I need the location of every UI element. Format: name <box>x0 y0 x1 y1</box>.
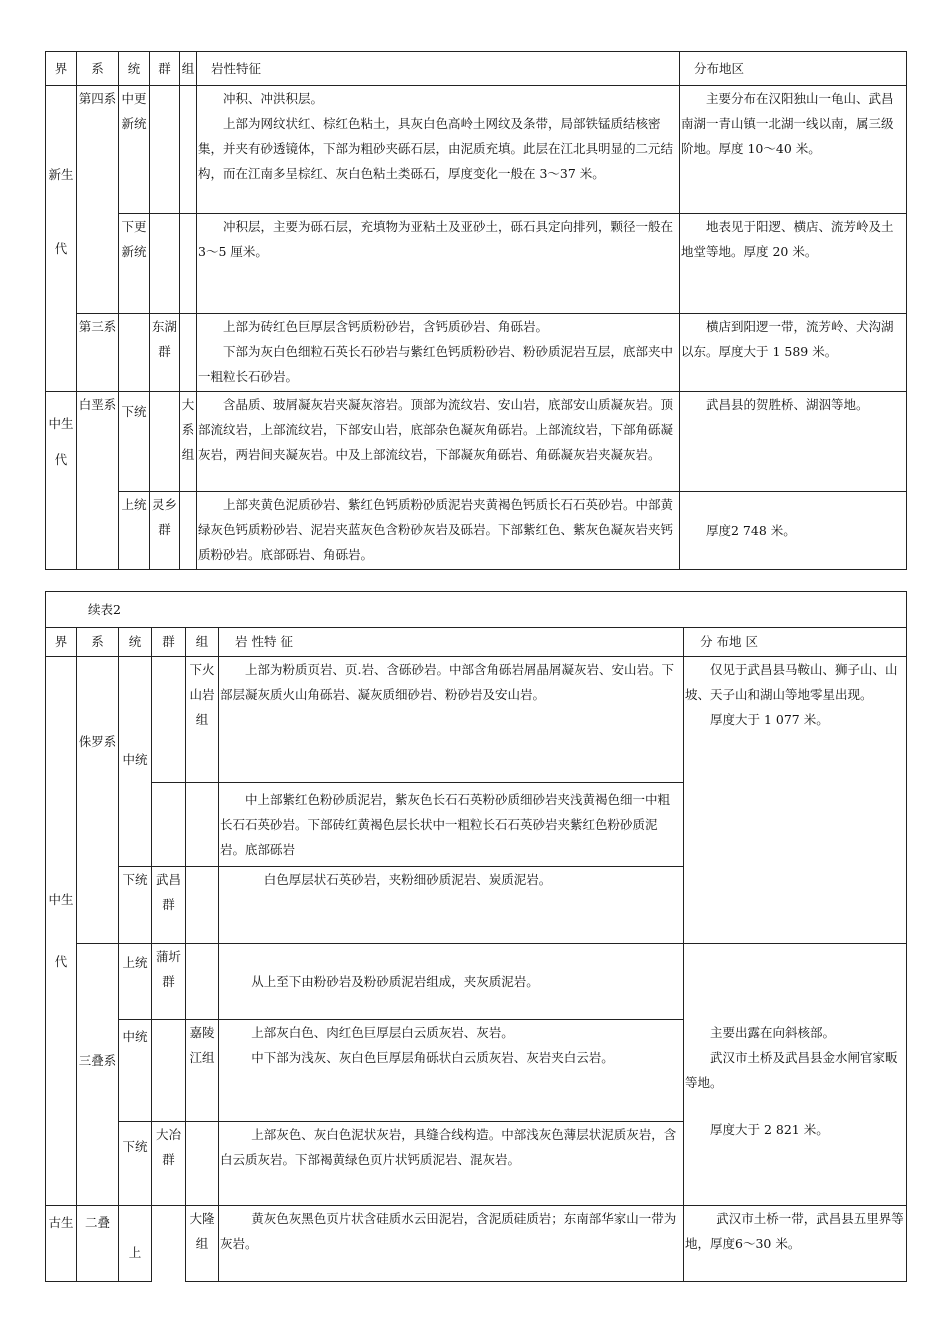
group-cell <box>152 657 186 783</box>
lithology-text: 上部灰色、灰白色泥状灰岩，具缝合线构造。中部浅灰色薄层状泥质灰岩，含白云质灰岩。下部褐黄绿色页片状钙质泥岩、混灰岩。 <box>220 1127 677 1167</box>
strata-table-1 <box>45 51 907 570</box>
series-cell: 中统 <box>119 1020 152 1122</box>
header-formation: 组 <box>186 628 219 657</box>
group-cell <box>150 392 180 492</box>
distribution-cell <box>684 657 907 944</box>
header-group: 群 <box>150 52 180 86</box>
series-cell: 中统 <box>119 657 152 867</box>
system-cell: 白垩系 <box>77 392 119 570</box>
lithology-cell <box>219 657 684 783</box>
lithology-text: 冲积、冲洪积层。 <box>223 91 324 106</box>
distribution-text: 横店到阳逻一带，流芳岭、犬沟湖以东。厚度大于 1 589 米。 <box>681 319 894 359</box>
formation-cell: 大隆组 <box>186 1206 219 1282</box>
formation-cell <box>186 867 219 944</box>
lithology-text: 上部为砖红色巨厚层含钙质粉砂岩，含钙质砂岩、角砾岩。 <box>223 319 549 334</box>
lithology-cell <box>197 86 680 214</box>
formation-cell <box>186 1122 219 1206</box>
lithology-text: 上部夹黄色泥质砂岩、紫红色钙质粉砂质泥岩夹黄褐色钙质长石石英砂岩。中部黄绿灰色钙质粉砂岩、泥岩夹蓝灰色含粉砂灰岩及砾岩。下部紫红色、紫灰色凝灰岩夹钙质粉砂岩。底部砾岩、角砾岩。 <box>198 497 674 562</box>
table1-header-row <box>46 52 907 86</box>
formation-cell <box>180 314 197 392</box>
distribution-text: 厚度2 748 米。 <box>706 523 796 538</box>
lithology-cell <box>197 214 680 314</box>
distribution-text: 武汉市土桥一带，武昌县五里界等地，厚度6～30 米。 <box>685 1211 904 1251</box>
table2-caption-row <box>46 592 907 628</box>
lithology-text: 黄灰色灰黑色页片状含硅质水云田泥岩，含泥质硅质岩；东南部华家山一带为灰岩。 <box>220 1211 677 1251</box>
system-cell: 侏罗系 <box>77 657 119 944</box>
formation-cell <box>180 214 197 314</box>
lithology-cell <box>219 867 684 944</box>
lithology-text: 白色厚层状石英砂岩，夹粉细砂质泥岩、炭质泥岩。 <box>263 872 552 887</box>
era-cell: 古生 <box>46 1206 77 1282</box>
distribution-cell <box>684 1206 907 1282</box>
formation-cell: 嘉陵江组 <box>186 1020 219 1122</box>
header-system: 系 <box>77 52 119 86</box>
lithology-text: 含晶质、玻屑凝灰岩夹凝灰溶岩。顶部为流纹岩、安山岩，底部安山质凝灰岩。顶部流纹岩，上部流纹岩，下部安山岩，底部杂色凝灰角砾岩。上部流纹岩，下部角砾凝灰岩，两岩间夹凝灰岩。中及上部流纹岩，下部凝灰角砾岩、角砾凝灰岩夹凝灰岩。 <box>198 397 674 462</box>
series-cell: 下统 <box>119 1122 152 1206</box>
group-cell: 灵乡群 <box>150 492 180 570</box>
header-lithology: 岩性特征 <box>197 52 680 86</box>
series-cell <box>119 314 150 392</box>
series-cell: 上 <box>119 1206 152 1282</box>
lithology-text: 下部为灰白色细粒石英长石砂岩与紫红色钙质粉砂岩、粉砂质泥岩互层，底部夹中一粗粒长石砂岩。 <box>198 344 674 384</box>
lithology-cell <box>219 783 684 867</box>
series-cell: 下更新统 <box>119 214 150 314</box>
era-cell: 新生代 <box>46 86 77 392</box>
distribution-text: 主要出露在向斜核部。 <box>710 1025 836 1040</box>
lithology-cell <box>197 492 680 570</box>
system-cell: 三叠系 <box>77 944 119 1206</box>
distribution-cell <box>680 314 907 392</box>
distribution-text: 武昌县的贺胜桥、湖泅等地。 <box>706 397 869 412</box>
formation-cell: 下火山岩组 <box>186 657 219 783</box>
group-cell: 东湖群 <box>150 314 180 392</box>
lithology-text: 上部为网纹状红、棕红色粘土，具灰白色高岭土网纹及条带，局部铁锰质结核密集，并夹有砂透镜体，下部为粗砂夹砾石层，由泥质充填。此层在江北具明显的二元结构，而在江南多呈棕红、灰白色粘土类砾石，厚度变化一般在 3～37 米。 <box>198 116 674 181</box>
table-row <box>46 1206 907 1282</box>
table-row <box>46 214 907 314</box>
series-cell: 上统 <box>119 944 152 1020</box>
group-cell <box>150 86 180 214</box>
header-formation: 组 <box>180 52 197 86</box>
group-cell <box>152 783 186 867</box>
distribution-text: 厚度大于 1 077 米。 <box>710 712 829 727</box>
system-cell: 第四系 <box>77 86 119 314</box>
series-cell: 中更新统 <box>119 86 150 214</box>
lithology-cell <box>219 944 684 1020</box>
system-cell: 二叠 <box>77 1206 119 1282</box>
group-cell: 大冶群 <box>152 1122 186 1206</box>
table-row <box>46 657 907 783</box>
header-series: 统 <box>119 628 152 657</box>
series-cell: 下统 <box>119 392 150 492</box>
strata-table-2 <box>45 591 907 1282</box>
table-row <box>46 392 907 492</box>
lithology-text: 冲积层，主要为砾石层，充填物为亚粘土及亚砂土，砾石具定向排列，颗径一般在 3～5 厘米。 <box>198 219 674 259</box>
group-cell <box>152 1020 186 1122</box>
table-row <box>46 492 907 570</box>
lithology-cell <box>197 314 680 392</box>
distribution-text: 厚度大于 2 821 米。 <box>710 1122 829 1137</box>
lithology-cell <box>197 392 680 492</box>
distribution-cell <box>684 944 907 1206</box>
era-cell: 中生代 <box>46 392 77 570</box>
distribution-cell <box>680 86 907 214</box>
header-system: 系 <box>77 628 119 657</box>
table-caption: 续表2 <box>46 592 907 628</box>
group-cell: 武昌群 <box>152 867 186 944</box>
table2-header-row <box>46 628 907 657</box>
group-cell: 蒲圻群 <box>152 944 186 1020</box>
distribution-text: 武汉市土桥及武昌县金水闸官家畈等地。 <box>685 1050 898 1090</box>
lithology-text: 上部为粉质页岩、页.岩、含砾砂岩。中部含角砾岩屑晶屑凝灰岩、安山岩。下部层凝灰质火山角砾岩、凝灰质细砂岩、粉砂岩及安山岩。 <box>220 662 674 702</box>
header-group: 群 <box>152 628 186 657</box>
table-row <box>46 86 907 214</box>
table-row <box>46 944 907 1020</box>
series-cell: 上统 <box>119 492 150 570</box>
formation-cell <box>180 492 197 570</box>
formation-cell <box>186 783 219 867</box>
lithology-text: 中下部为浅灰、灰白色巨厚层角砾状白云质灰岩、灰岩夹白云岩。 <box>251 1050 614 1065</box>
era-cell: 中生代 <box>46 657 77 1206</box>
header-era: 界 <box>46 52 77 86</box>
formation-cell: 大系组 <box>180 392 197 492</box>
distribution-cell <box>680 492 907 570</box>
distribution-text: 仅见于武昌县马鞍山、狮子山、山坡、天子山和湖山等地零星出现。 <box>685 662 898 702</box>
header-distribution: 分布地区 <box>680 52 907 86</box>
lithology-text: 中上部紫红色粉砂质泥岩，紫灰色长石石英粉砂质细砂岩夹浅黄褐色细一中粗长石石英砂岩。下部砖红黄褐色层长状中一粗粒长石石英砂岩夹紫红色粉砂质泥岩。底部砾岩 <box>220 792 671 857</box>
header-distribution: 分 布地 区 <box>684 628 907 657</box>
header-series: 统 <box>119 52 150 86</box>
lithology-text: 上部灰白色、肉红色巨厚层白云质灰岩、灰岩。 <box>251 1025 514 1040</box>
group-cell <box>152 1206 186 1282</box>
series-cell: 下统 <box>119 867 152 944</box>
distribution-cell <box>680 392 907 492</box>
distribution-text: 地表见于阳逻、横店、流芳岭及土地堂等地。厚度 20 米。 <box>681 219 894 259</box>
formation-cell <box>180 86 197 214</box>
lithology-cell <box>219 1122 684 1206</box>
lithology-cell <box>219 1206 684 1282</box>
header-lithology: 岩 性特 征 <box>219 628 684 657</box>
distribution-cell <box>680 214 907 314</box>
group-cell <box>150 214 180 314</box>
distribution-text: 主要分布在汉阳独山一龟山、武昌南湖一青山镇一北湖一线以南，属三级阶地。厚度 10～40 米。 <box>681 91 894 156</box>
lithology-text: 从上至下由粉砂岩及粉砂质泥岩组成，夹灰质泥岩。 <box>251 974 539 989</box>
table-row <box>46 314 907 392</box>
header-era: 界 <box>46 628 77 657</box>
lithology-cell <box>219 1020 684 1122</box>
formation-cell <box>186 944 219 1020</box>
system-cell: 第三系 <box>77 314 119 392</box>
